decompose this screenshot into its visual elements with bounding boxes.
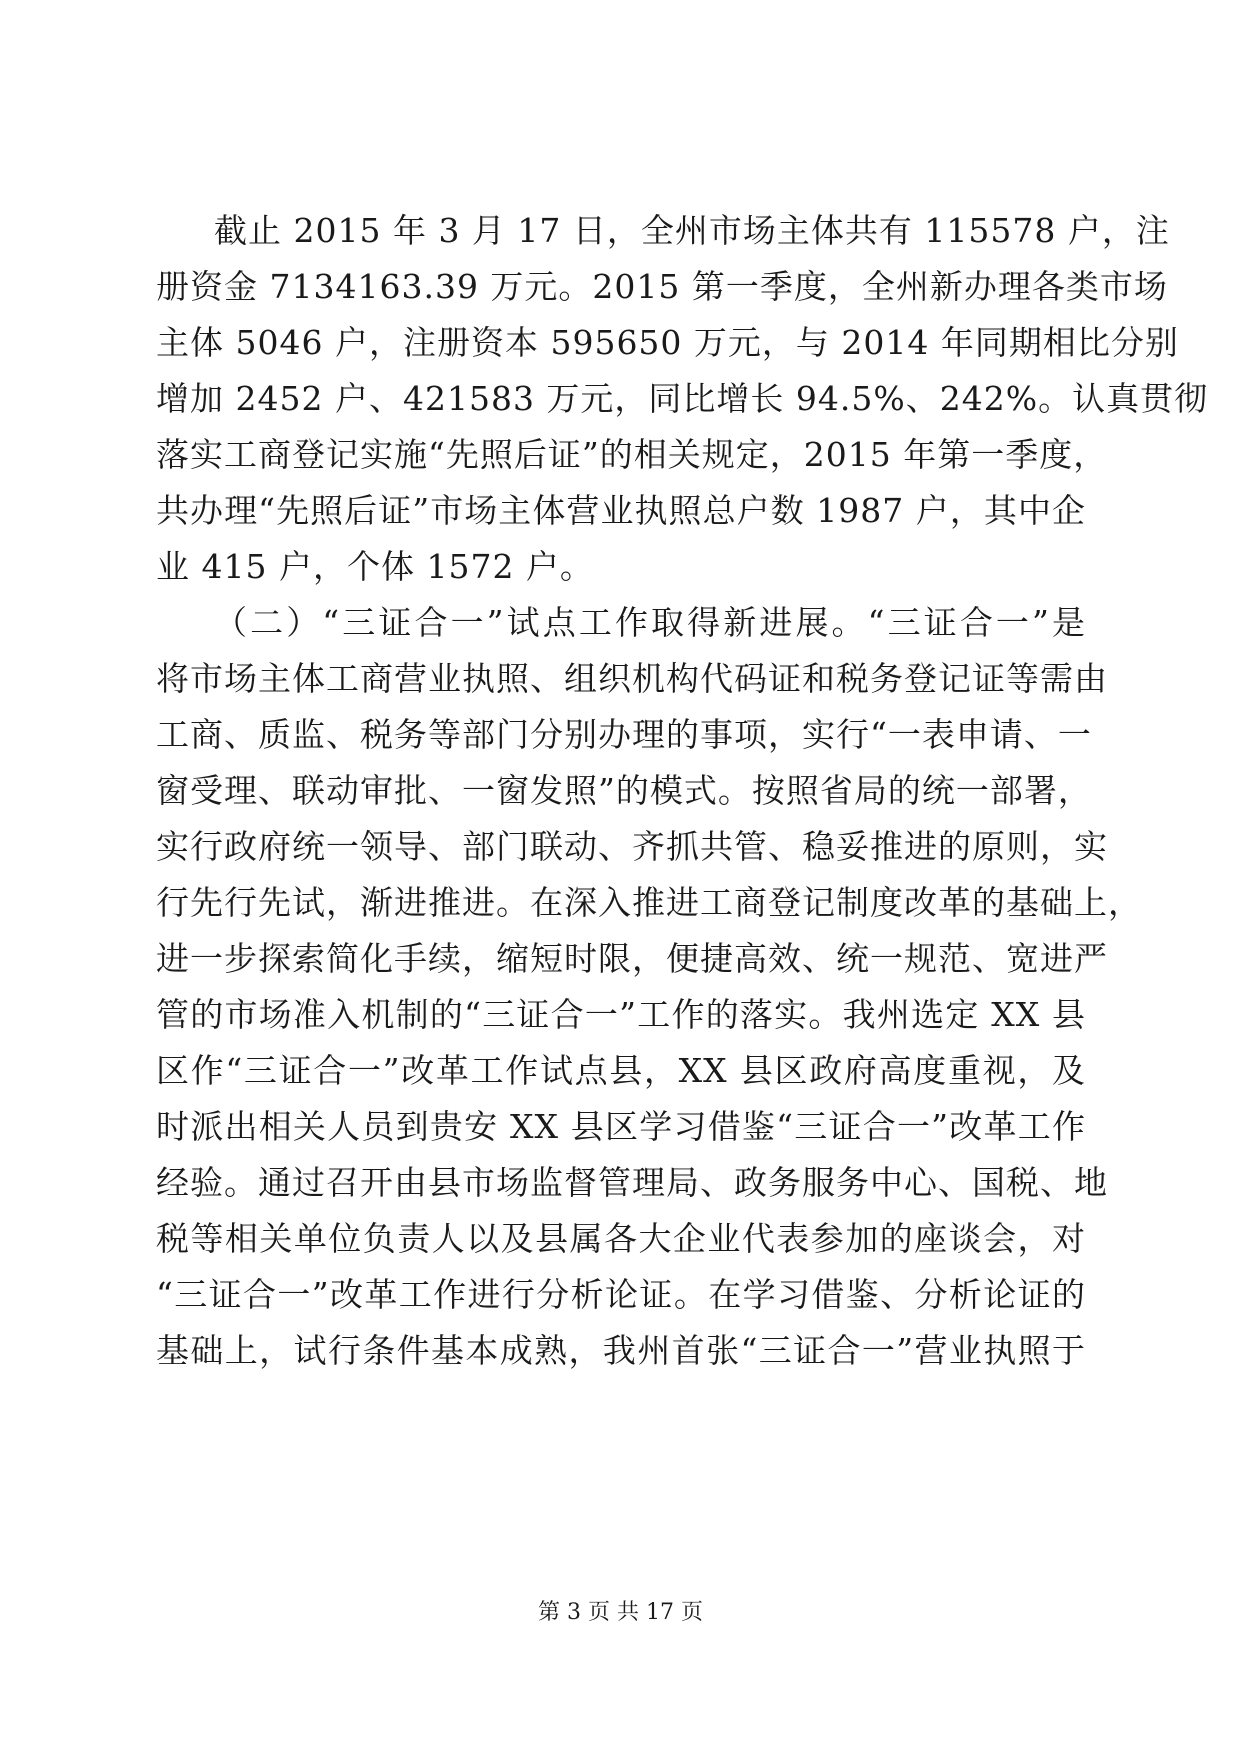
paragraph-line-3: 主体 5046 户，注册资本 595650 万元，与 2014 年同期相比分别 (156, 323, 1179, 362)
paragraph-line-16: 区作“三证合一”改革工作试点县，XX 县区政府高度重视，及 (156, 1051, 1086, 1090)
paragraph-line-15: 管的市场准入机制的“三证合一”工作的落实。我州选定 XX 县 (156, 995, 1086, 1034)
paragraph-line-9: 将市场主体工商营业执照、组织机构代码证和税务登记证等需由 (156, 659, 1108, 698)
paragraph-line-7: 业 415 户，个体 1572 户。 (156, 547, 594, 586)
paragraph-line-5: 落实工商登记实施“先照后证”的相关规定，2015 年第一季度， (156, 435, 1108, 474)
paragraph-line-4: 增加 2452 户、421583 万元，同比增长 94.5%、242%。认真贯彻 (156, 379, 1209, 418)
paragraph-line-14: 进一步探索简化手续，缩短时限，便捷高效、统一规范、宽进严 (156, 939, 1108, 978)
paragraph-line-20: “三证合一”改革工作进行分析论证。在学习借鉴、分析论证的 (156, 1275, 1086, 1314)
paragraph-line-6: 共办理“先照后证”市场主体营业执照总户数 1987 户，其中企 (156, 491, 1086, 530)
paragraph-line-13: 行先行先试，渐进推进。在深入推进工商登记制度改革的基础上， (156, 883, 1142, 922)
paragraph-line-18: 经验。通过召开由县市场监督管理局、政务服务中心、国税、地 (156, 1163, 1108, 1202)
paragraph-line-17: 时派出相关人员到贵安 XX 县区学习借鉴“三证合一”改革工作 (156, 1107, 1086, 1146)
paragraph-line-12: 实行政府统一领导、部门联动、齐抓共管、稳妥推进的原则，实 (156, 827, 1108, 866)
page-number-footer: 第 3 页 共 17 页 (538, 1600, 703, 1625)
paragraph-line-10: 工商、质监、税务等部门分别办理的事项，实行“一表申请、一 (156, 715, 1092, 754)
paragraph-line-21: 基础上，试行条件基本成熟，我州首张“三证合一”营业执照于 (156, 1331, 1086, 1370)
paragraph-line-19: 税等相关单位负责人以及县属各大企业代表参加的座谈会，对 (156, 1219, 1086, 1258)
paragraph-line-2: 册资金 7134163.39 万元。2015 第一季度，全州新办理各类市场 (156, 267, 1168, 306)
section-heading-line: （二）“三证合一”试点工作取得新进展。“三证合一”是 (214, 603, 1086, 642)
paragraph-line-11: 窗受理、联动审批、一窗发照”的模式。按照省局的统一部署， (156, 771, 1092, 810)
paragraph-line-1: 截止 2015 年 3 月 17 日，全州市场主体共有 115578 户，注 (214, 211, 1170, 250)
